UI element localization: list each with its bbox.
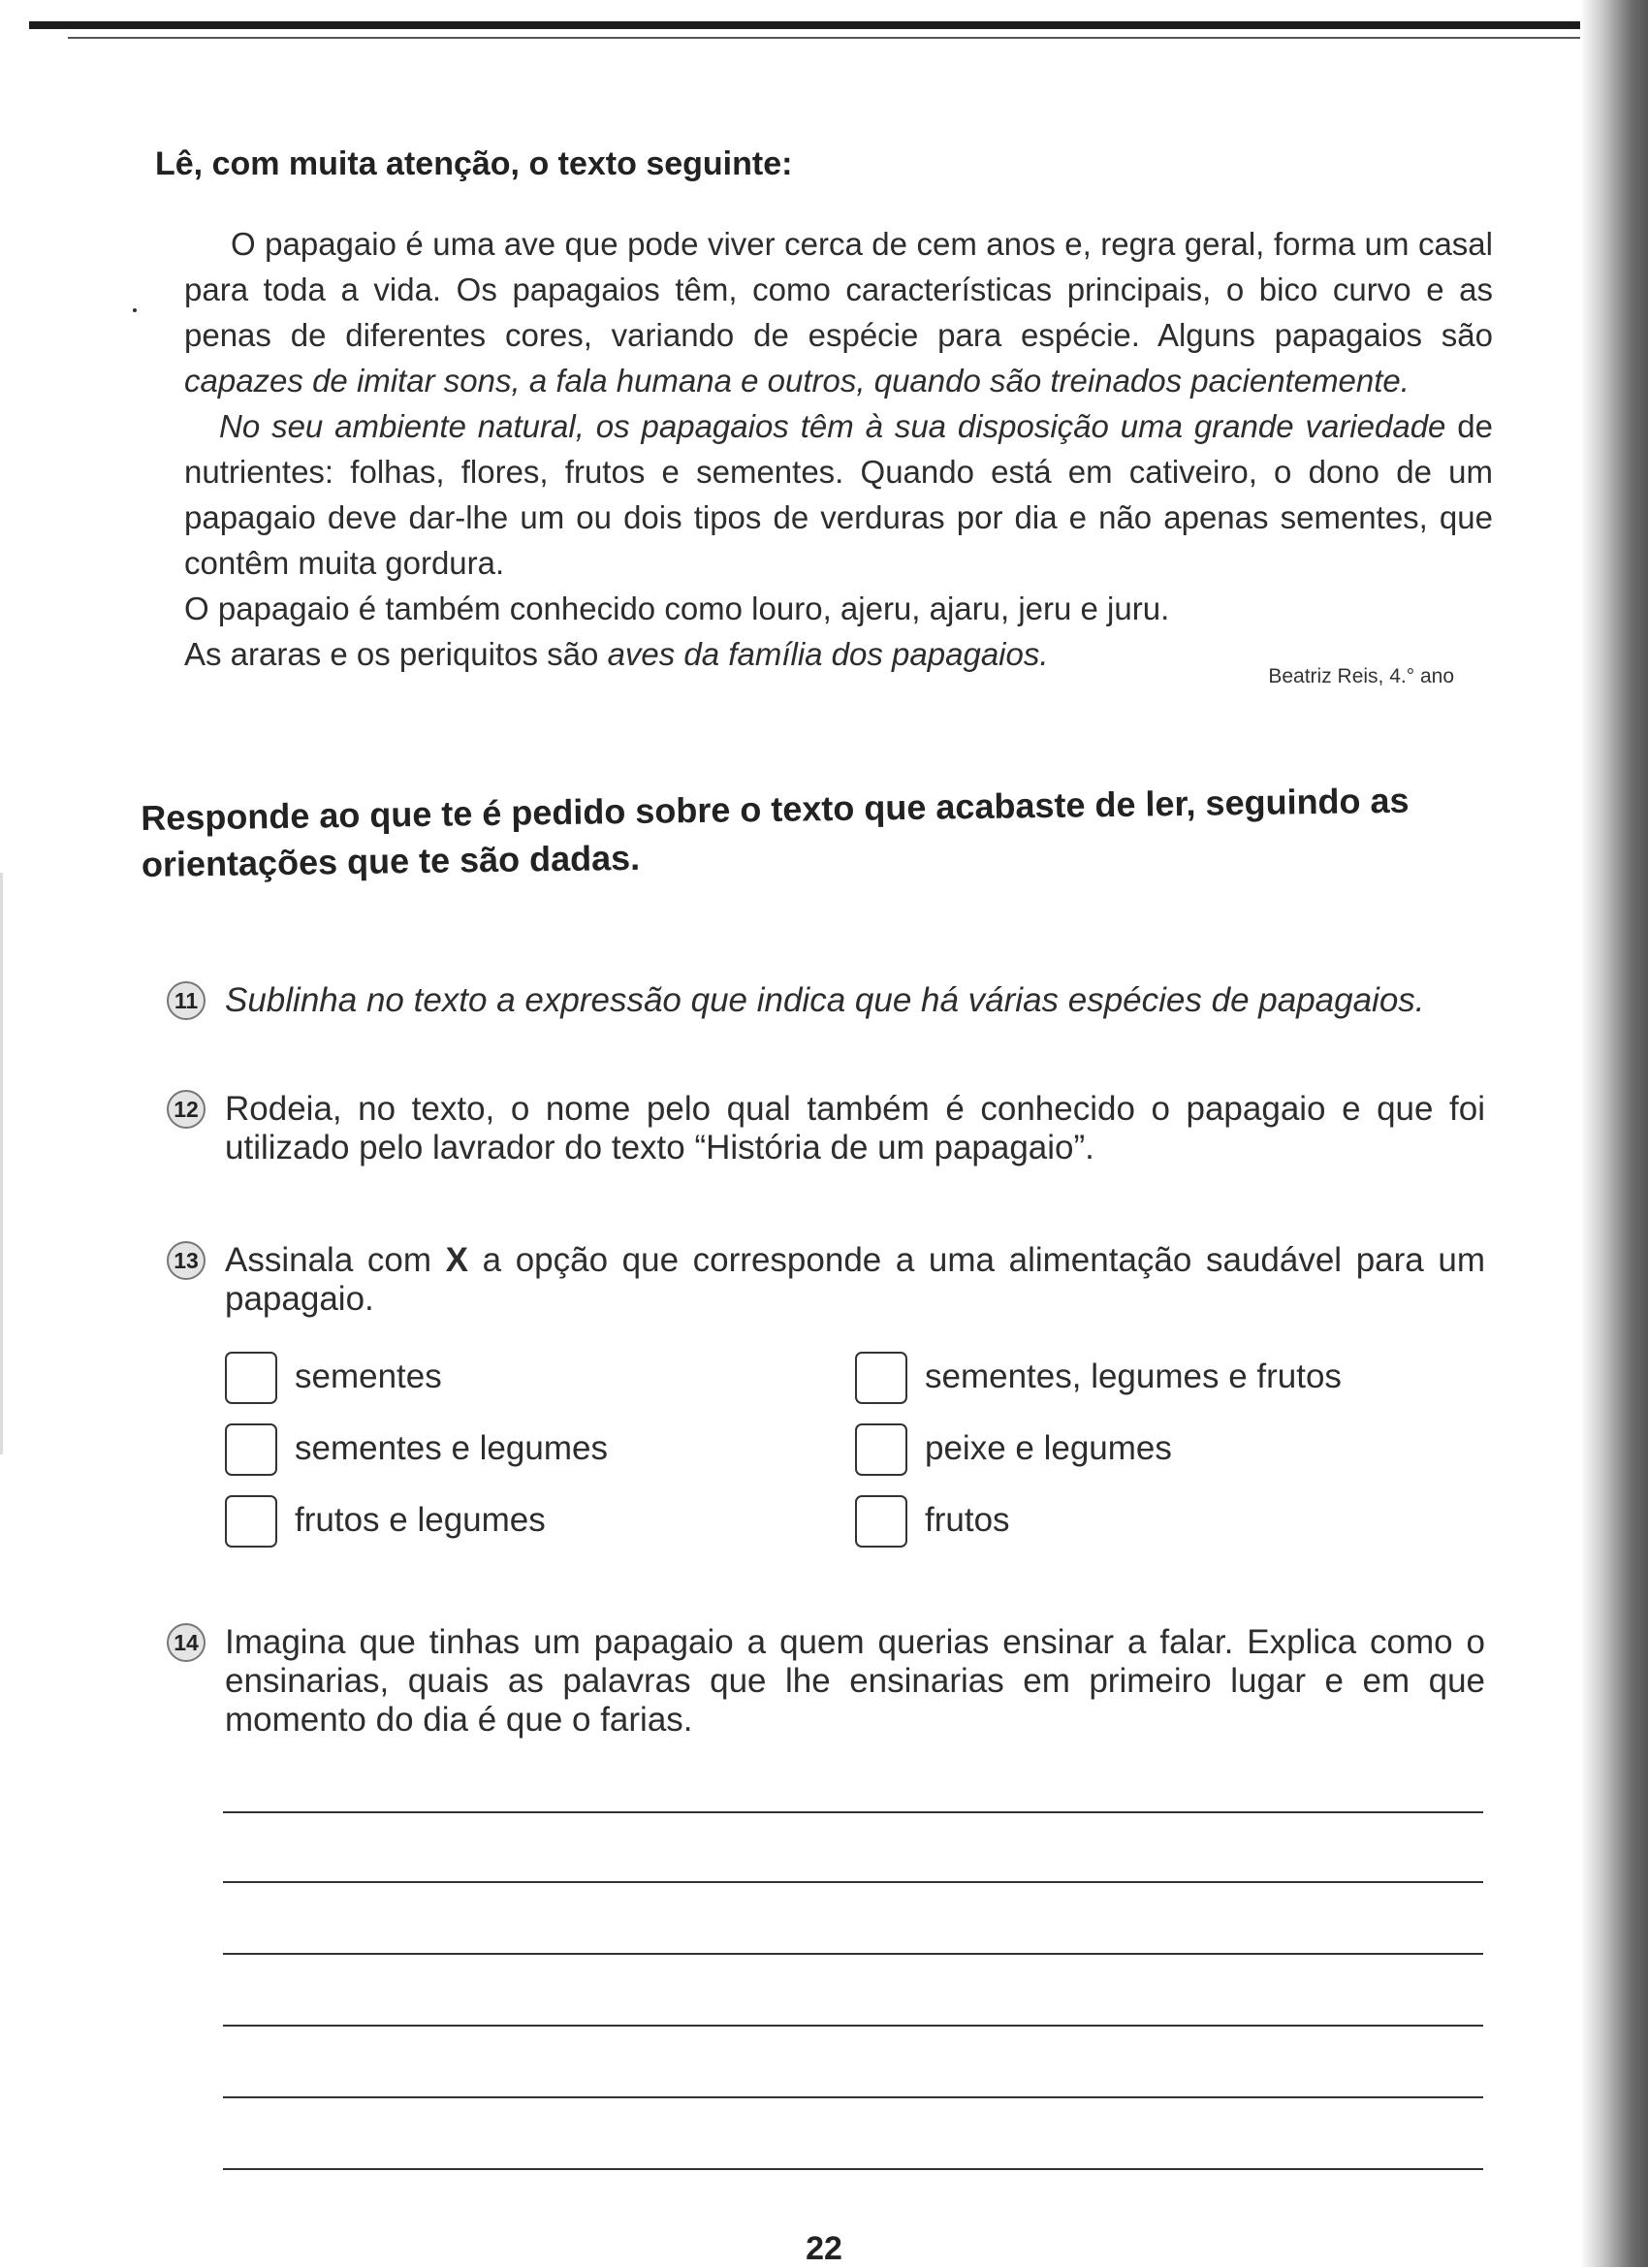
reading-paragraph-2 — [184, 403, 1493, 586]
answer-line[interactable] — [223, 2025, 1483, 2027]
reading-text — [184, 221, 1493, 677]
question-14-text: Imagina que tinhas um papagaio a quem querias ensinar a falar. Explica como o ensinarias, quais as palavras que lhe ensinarias em primeiro lugar e em que momento do dia é que o farias. — [225, 1623, 1485, 1739]
option-label: sementes e legumes — [295, 1429, 608, 1467]
question-11-text: Sublinha no texto a expressão que indica que há várias espécies de papagaios. — [225, 981, 1425, 1019]
question-13-text-before: Assinala com — [225, 1241, 446, 1279]
answer-line[interactable] — [223, 1811, 1483, 1813]
question-number-badge: 12 — [167, 1090, 206, 1129]
option-label: sementes — [295, 1358, 442, 1395]
answer-line[interactable] — [223, 1881, 1483, 1883]
reading-p1-text: O papagaio é uma ave que pode viver cerca de cem anos e, regra geral, forma um casal para toda a vida. Os papagaios têm, como características principais, o bico curvo e as penas de diferentes cores, variando de espécie para espécie. Alguns papagaios são — [184, 226, 1493, 353]
option-label: frutos e legumes — [295, 1501, 546, 1539]
option-checkbox[interactable] — [225, 1423, 277, 1476]
page-binding-shadow — [1580, 0, 1648, 2267]
reading-p2-italic: No seu ambiente natural, os papagaios têm à sua disposição uma grande variedade — [219, 408, 1446, 444]
intro-heading: Lê, com muita atenção, o texto seguinte: — [155, 145, 793, 182]
question-13-text — [225, 1241, 1485, 1319]
answer-line[interactable] — [223, 2168, 1483, 2170]
answer-line[interactable] — [223, 1953, 1483, 1955]
ink-dot — [133, 308, 137, 312]
option-checkbox[interactable] — [855, 1423, 907, 1476]
option-checkbox[interactable] — [225, 1352, 277, 1404]
option-checkbox[interactable] — [855, 1495, 907, 1548]
question-12-text: Rodeia, no texto, o nome pelo qual também é conhecido o papagaio e que foi utilizado pelo lavrador do texto “História de um papagaio”. — [225, 1090, 1485, 1166]
x-mark: X — [445, 1241, 468, 1279]
top-rule — [29, 21, 1638, 29]
question-number-badge: 11 — [167, 981, 206, 1020]
option-label: sementes, legumes e frutos — [925, 1358, 1342, 1395]
reading-p1-italic: capazes de imitar sons, a fala humana e outros, quando são treinados pacientemente. — [184, 363, 1410, 399]
reading-paragraph-3: O papagaio é também conhecido como louro, ajeru, ajaru, jeru e juru. — [184, 591, 1170, 626]
option-label: frutos — [925, 1501, 1010, 1539]
top-rule-thin — [68, 37, 1629, 39]
answer-line[interactable] — [223, 2096, 1483, 2098]
option-label: peixe e legumes — [925, 1429, 1172, 1467]
option-checkbox[interactable] — [855, 1352, 907, 1404]
option-checkbox[interactable] — [225, 1495, 277, 1548]
author-credit: Beatriz Reis, 4.° ano — [1268, 665, 1454, 687]
page-number: 22 — [806, 2230, 842, 2267]
scan-edge-mark — [0, 873, 3, 1454]
reading-paragraph-1 — [184, 221, 1493, 403]
question-13-text-after: a opção que corresponde a uma alimentação saudável para um papagaio. — [225, 1241, 1485, 1318]
instructions-heading: Responde ao que te é pedido sobre o texto que acabaste de ler, seguindo as orientações que te são dadas. — [141, 780, 1410, 884]
reading-p2-text: de nutrientes: folhas, flores, frutos e sementes. Quando está em cativeiro, o dono de um papagaio deve dar-lhe um ou dois tipos de verduras por dia e não apenas sementes, que contêm muita gordura. — [184, 408, 1493, 581]
reading-p4-italic: aves da família dos papagaios. — [607, 636, 1049, 672]
question-number-badge: 13 — [167, 1241, 206, 1280]
question-number-badge: 14 — [167, 1623, 206, 1662]
reading-p4-text: As araras e os periquitos são — [184, 636, 608, 672]
